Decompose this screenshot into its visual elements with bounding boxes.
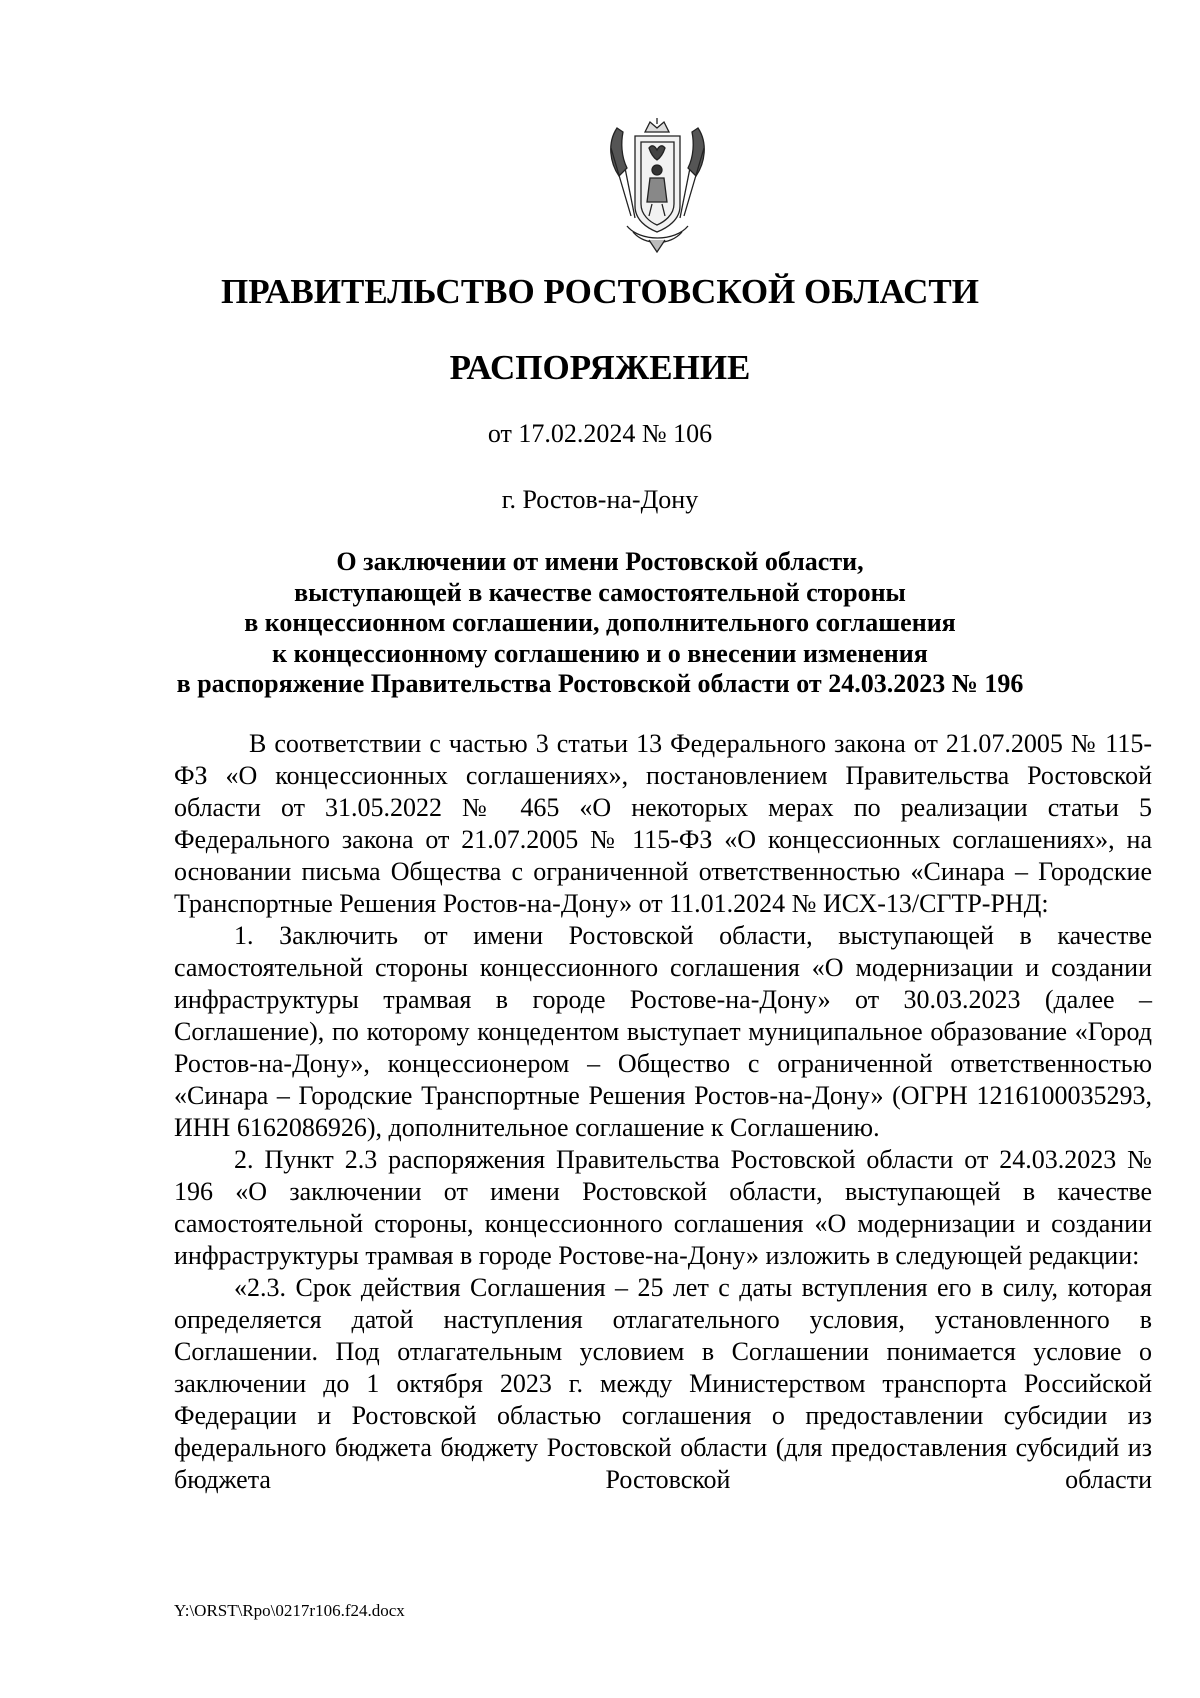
organization-title: ПРАВИТЕЛЬСТВО РОСТОВСКОЙ ОБЛАСТИ [221, 272, 979, 311]
footer-file-path: Y:\ORST\Rpo\0217r106.f24.docx [174, 1601, 405, 1620]
item-2-paragraph: 2. Пункт 2.3 распоряжения Правительства Ростовской области от 24.03.2023 № 196 «О заключении от имени Ростовской области, выступающей в качестве самостоятельной стороны, концессионного соглашения «О модернизации и создании инфраструктуры трамвая в городе Ростове-на-Дону» изложить в следующей редакции: [174, 1145, 1152, 1270]
subject-line: выступающей в качестве самостоятельной стороны [294, 577, 906, 607]
document-city: г. Ростов-на-Дону [501, 485, 699, 514]
subject-line: к концессионному соглашению и о внесении изменения [272, 638, 928, 668]
document-type-heading: РАСПОРЯЖЕНИЕ [449, 348, 751, 387]
subject-line: в распоряжение Правительства Ростовской области от 24.03.2023 № 196 [176, 669, 1024, 698]
coat-of-arms-emblem [605, 118, 710, 253]
subject-line: О заключении от имени Ростовской области, [336, 547, 864, 576]
subject-line: в концессионном соглашении, дополнительного соглашения [244, 608, 956, 637]
item-2-3-paragraph: «2.3. Срок действия Соглашения – 25 лет с даты вступления его в силу, которая определяется датой наступления отлагательного условия, установленного в Соглашении. Под отлагательным условием в Соглашении понимается условие о заключении до 1 октября 2023 г. между Министерством транспорта Российской Федерации и Ростовской областью соглашения о предоставлении субсидии из федерального бюджета бюджету Ростовской области (для предоставления субсидий из бюджета Ростовской области [174, 1273, 1152, 1494]
document-body [174, 728, 1152, 1496]
preamble-paragraph: В соответствии с частью 3 статьи 13 Федерального закона от 21.07.2005 № 115-ФЗ «О концессионных соглашениях», постановлением Правительства Ростовской области от 31.05.2022 № 465 «О некоторых мерах по реализации статьи 5 Федерального закона от 21.07.2005 № 115-ФЗ «О концессионных соглашениях», на основании письма Общества с ограниченной ответственностью «Синара – Городские Транспортные Решения Ростов-на-Дону» от 11.01.2024 № ИСХ-13/СГТР-РНД: [174, 729, 1152, 918]
document-date-number: от 17.02.2024 № 106 [487, 419, 713, 448]
item-1-paragraph: 1. Заключить от имени Ростовской области, выступающей в качестве самостоятельной стороны концессионного соглашения «О модернизации и создании инфраструктуры трамвая в городе Ростове-на-Дону» от 30.03.2023 (далее – Соглашение), по которому концедентом выступает муниципальное образование «Город Ростов-на-Дону», концессионером – Общество с ограниченной ответственностью «Синара – Городские Транспортные Решения Ростов-на-Дону» (ОГРН 1216100035293, ИНН 6162086926), дополнительное соглашение к Соглашению. [174, 921, 1152, 1142]
document-subject [150, 547, 1050, 700]
